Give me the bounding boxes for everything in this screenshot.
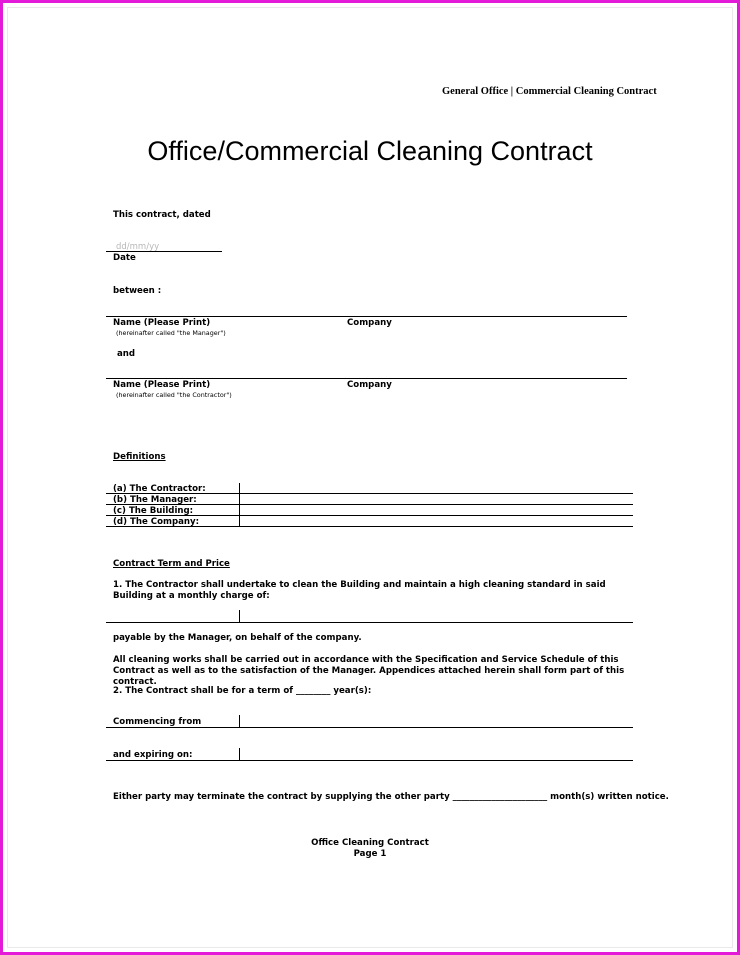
definitions-heading: Definitions — [113, 452, 166, 462]
party2-company-label: Company — [347, 380, 392, 390]
definitions-divider — [239, 483, 240, 527]
clause-2-text: 2. The Contract shall be for a term of ________ year(s): — [113, 686, 372, 696]
between-label: between : — [113, 286, 162, 296]
document-header: General Office | Commercial Cleaning Contract — [442, 86, 657, 97]
footer-page-number: Page 1 — [353, 849, 387, 859]
term-price-heading: Contract Term and Price — [113, 559, 230, 569]
intro-text: This contract, dated — [113, 210, 211, 220]
definition-contractor: (a) The Contractor: — [113, 484, 206, 494]
expiring-line[interactable] — [106, 760, 633, 761]
footer-title: Office Cleaning Contract — [311, 838, 429, 848]
definition-building-line[interactable] — [106, 515, 633, 516]
document-title: Office/Commercial Cleaning Contract — [147, 136, 593, 166]
party1-name-label: Name (Please Print) — [113, 318, 211, 328]
party2-line[interactable] — [106, 378, 627, 379]
commencing-line[interactable] — [106, 727, 633, 728]
definition-contractor-line[interactable] — [106, 493, 633, 494]
party2-note: (hereinafter called "the Contractor") — [116, 391, 232, 399]
clause-1-text: 1. The Contractor shall undertake to clean the Building and maintain a high cleaning standard in said Building at a monthly charge of: — [113, 580, 606, 601]
termination-text: Either party may terminate the contract by supplying the other party ______________________ month(s) written notice. — [113, 792, 669, 802]
definition-building: (c) The Building: — [113, 506, 194, 516]
date-underline — [106, 251, 222, 252]
monthly-charge-line[interactable] — [106, 622, 633, 623]
charge-divider — [239, 610, 240, 622]
commencing-label: Commencing from — [113, 717, 202, 727]
party1-note: (hereinafter called "the Manager") — [116, 329, 226, 337]
and-label: and — [117, 349, 136, 359]
commencing-divider — [239, 715, 240, 727]
definition-company-line[interactable] — [106, 526, 633, 527]
works-text: All cleaning works shall be carried out in accordance with the Specification and Service Schedule of this Contract as well as to the satisfaction of the Manager. Appendices attached herein shall form part of this contract. — [113, 655, 625, 687]
payable-text: payable by the Manager, on behalf of the company. — [113, 633, 362, 643]
definition-company: (d) The Company: — [113, 517, 200, 527]
expiring-divider — [239, 748, 240, 760]
date-field[interactable]: dd/mm/yy — [116, 242, 160, 252]
definition-manager: (b) The Manager: — [113, 495, 197, 505]
party1-company-label: Company — [347, 318, 392, 328]
party1-line[interactable] — [106, 316, 627, 317]
expiring-label: and expiring on: — [113, 750, 193, 760]
definition-manager-line[interactable] — [106, 504, 633, 505]
date-label: Date — [113, 253, 136, 263]
party2-name-label: Name (Please Print) — [113, 380, 211, 390]
